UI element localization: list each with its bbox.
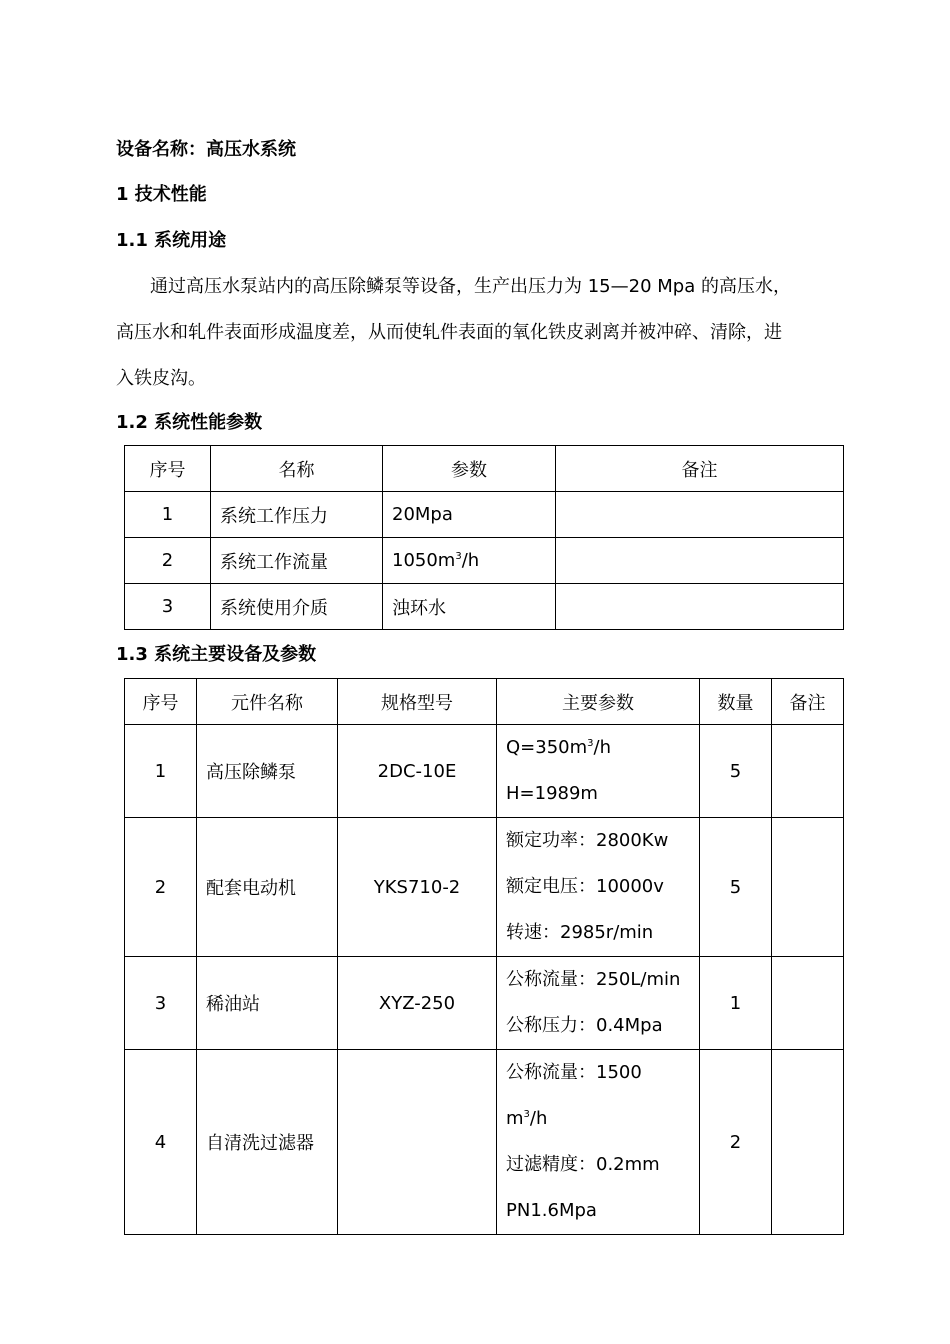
row-name: 系统工作压力 [211, 492, 383, 538]
param-line: 过滤精度：0.2mm [506, 1154, 660, 1175]
row-no: 1 [125, 725, 197, 818]
row-no: 1 [125, 492, 211, 538]
performance-header-row [125, 446, 844, 492]
document-title: 设备名称：高压水系统 [116, 139, 296, 160]
row-note [556, 538, 844, 584]
param-line: 公称流量：1500 [506, 1062, 642, 1083]
row-name: 系统工作流量 [211, 538, 383, 584]
row-quantity: 5 [700, 818, 772, 957]
header-param: 参数 [383, 446, 556, 492]
table-row [125, 957, 844, 1050]
header-note: 备注 [556, 446, 844, 492]
table-row [125, 818, 844, 957]
row-component-name: 高压除鳞泵 [197, 725, 338, 818]
row-no: 2 [125, 538, 211, 584]
row-param: $1050m^3/h$ [383, 538, 556, 584]
table-row [125, 725, 844, 818]
section-1-2-heading: 1.2 系统性能参数 [116, 412, 263, 433]
param-line: 公称流量：250L/min [506, 969, 681, 990]
row-component-name: 配套电动机 [197, 818, 338, 957]
row-note [772, 1050, 844, 1235]
row-component-name: 稀油站 [197, 957, 338, 1050]
header-model: 规格型号 [338, 679, 497, 725]
header-main-params: 主要参数 [497, 679, 700, 725]
header-no: 序号 [125, 679, 197, 725]
equipment-header-row [125, 679, 844, 725]
row-note [772, 725, 844, 818]
row-main-params [497, 957, 700, 1050]
row-note [556, 492, 844, 538]
purpose-paragraph [116, 264, 846, 402]
section-1-heading: 1 技术性能 [116, 184, 207, 205]
header-component-name: 元件名称 [197, 679, 338, 725]
row-no: 3 [125, 584, 211, 630]
param-line: $m^3/h$ [506, 1108, 548, 1129]
row-note [772, 818, 844, 957]
table-row [125, 492, 844, 538]
row-model [338, 1050, 497, 1235]
row-param: 20Mpa [383, 492, 556, 538]
row-model: 2DC-10E [338, 725, 497, 818]
row-no: 4 [125, 1050, 197, 1235]
row-name: 系统使用介质 [211, 584, 383, 630]
header-quantity: 数量 [700, 679, 772, 725]
row-no: 3 [125, 957, 197, 1050]
param-line: $Q=350m^3/h$ [506, 737, 611, 758]
row-component-name: 自清洗过滤器 [197, 1050, 338, 1235]
table-row [125, 538, 844, 584]
table-row [125, 1050, 844, 1235]
performance-table [124, 445, 844, 630]
equipment-table [124, 678, 844, 1235]
row-main-params [497, 1050, 700, 1235]
row-param: 浊环水 [383, 584, 556, 630]
row-quantity: 2 [700, 1050, 772, 1235]
row-main-params [497, 818, 700, 957]
param-line: 额定功率：2800Kw [506, 830, 669, 851]
param-line: 公称压力：0.4Mpa [506, 1015, 663, 1036]
section-1-1-heading: 1.1 系统用途 [116, 230, 227, 251]
purpose-line-1: 通过高压水泵站内的高压除鳞泵等设备，生产出压力为 15—20 Mpa 的高压水， [150, 276, 791, 297]
header-note: 备注 [772, 679, 844, 725]
section-1-3-heading: 1.3 系统主要设备及参数 [116, 644, 317, 665]
header-name: 名称 [211, 446, 383, 492]
purpose-line-2: 高压水和轧件表面形成温度差，从而使轧件表面的氧化铁皮剥离并被冲碎、清除，进 [116, 322, 782, 343]
row-model: YKS710-2 [338, 818, 497, 957]
param-line: 转速：2985r/min [506, 922, 654, 943]
purpose-line-3: 入铁皮沟。 [116, 368, 206, 389]
row-main-params [497, 725, 700, 818]
param-line: 额定电压：10000v [506, 876, 664, 897]
header-no: 序号 [125, 446, 211, 492]
row-no: 2 [125, 818, 197, 957]
row-model: XYZ-250 [338, 957, 497, 1050]
param-line: PN1.6Mpa [506, 1200, 597, 1221]
row-quantity: 5 [700, 725, 772, 818]
table-row [125, 584, 844, 630]
row-note [772, 957, 844, 1050]
row-quantity: 1 [700, 957, 772, 1050]
param-line: H=1989m [506, 783, 598, 804]
row-note [556, 584, 844, 630]
